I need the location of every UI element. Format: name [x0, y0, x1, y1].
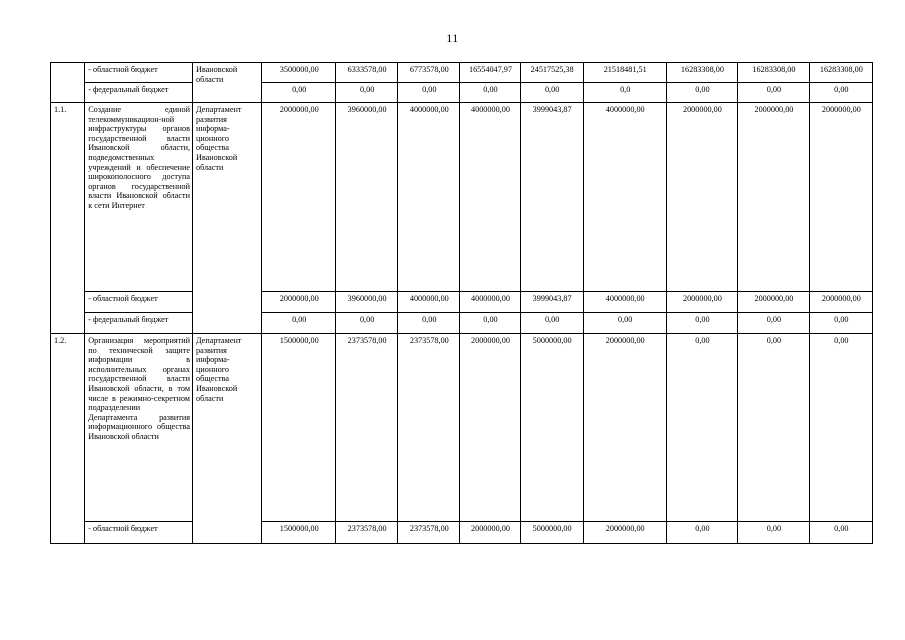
value-cell: 2000000,00	[809, 292, 872, 313]
value-cell: 2000000,00	[460, 522, 520, 544]
value-cell: 2000000,00	[666, 292, 738, 313]
value-cell: 5000000,00	[520, 334, 583, 522]
row-number-cell	[51, 63, 85, 103]
value-cell: 16283308,00	[738, 63, 810, 83]
section-number: 1.1.	[51, 103, 85, 334]
value-cell: 2373578,00	[398, 334, 460, 522]
value-cell: 0,00	[666, 334, 738, 522]
value-cell: 0,00	[809, 313, 872, 334]
value-cell: 4000000,00	[398, 103, 460, 292]
value-cell: 0,00	[809, 522, 872, 544]
value-cell: 0,0	[583, 83, 666, 103]
value-cell: 0,00	[520, 313, 583, 334]
responsible-cell: Департамент развития информа-ционного общества Ивановской области	[193, 103, 262, 334]
funding-label: - федеральный бюджет	[85, 313, 193, 334]
value-cell: 4000000,00	[460, 103, 520, 292]
table-row	[51, 334, 873, 522]
value-cell: 0,00	[336, 83, 398, 103]
value-cell: 16283308,00	[809, 63, 872, 83]
value-cell: 3960000,00	[336, 103, 398, 292]
value-cell: 6333578,00	[336, 63, 398, 83]
value-cell: 0,00	[460, 83, 520, 103]
value-cell: 16554047,97	[460, 63, 520, 83]
value-cell: 0,00	[666, 522, 738, 544]
table-row	[51, 292, 873, 313]
section-name: Создание единой телекоммуникацион-ной инфраструктуры органов государственной власти Ивановской области, подведомственных учреждений и обеспечение широкополосного доступа органов государственной власти Ивановской области к сети Интернет	[85, 103, 193, 292]
value-cell: 0,00	[809, 83, 872, 103]
value-cell: 2373578,00	[336, 522, 398, 544]
value-cell: 0,00	[809, 334, 872, 522]
value-cell: 2000000,00	[262, 292, 336, 313]
section-name: Организация мероприятий по технической защите информации в исполнительных органах государственной власти Ивановской области, в том числе в режимно-секретном подразделении Департамента развития информационного общества Ивановской области	[85, 334, 193, 522]
funding-label: - областной бюджет	[85, 522, 193, 544]
value-cell: 2000000,00	[738, 292, 810, 313]
value-cell: 0,00	[666, 313, 738, 334]
value-cell: 2000000,00	[666, 103, 738, 292]
value-cell: 4000000,00	[583, 292, 666, 313]
value-cell: 1500000,00	[262, 522, 336, 544]
value-cell: 0,00	[666, 83, 738, 103]
value-cell: 0,00	[583, 313, 666, 334]
value-cell: 3999043,87	[520, 103, 583, 292]
responsible-cell: Ивановской области	[193, 63, 262, 103]
value-cell: 0,00	[398, 83, 460, 103]
value-cell: 1500000,00	[262, 334, 336, 522]
value-cell: 0,00	[460, 313, 520, 334]
table-row	[51, 522, 873, 544]
funding-label: - федеральный бюджет	[85, 83, 193, 103]
value-cell: 0,00	[520, 83, 583, 103]
value-cell: 2000000,00	[809, 103, 872, 292]
value-cell: 4000000,00	[583, 103, 666, 292]
value-cell: 2000000,00	[738, 103, 810, 292]
value-cell: 2373578,00	[398, 522, 460, 544]
value-cell: 5000000,00	[520, 522, 583, 544]
value-cell: 2000000,00	[460, 334, 520, 522]
funding-label: - областной бюджет	[85, 292, 193, 313]
table-row	[51, 83, 873, 103]
value-cell: 0,00	[262, 313, 336, 334]
table-row	[51, 63, 873, 83]
value-cell: 0,00	[738, 522, 810, 544]
value-cell: 0,00	[738, 313, 810, 334]
value-cell: 6773578,00	[398, 63, 460, 83]
value-cell: 16283308,00	[666, 63, 738, 83]
value-cell: 3500000,00	[262, 63, 336, 83]
table-row	[51, 103, 873, 292]
page-number: 11	[446, 31, 459, 45]
value-cell: 0,00	[738, 334, 810, 522]
value-cell: 3999043,87	[520, 292, 583, 313]
budget-table	[50, 62, 873, 544]
value-cell: 0,00	[336, 313, 398, 334]
table-row	[51, 313, 873, 334]
value-cell: 2000000,00	[262, 103, 336, 292]
value-cell: 0,00	[738, 83, 810, 103]
value-cell: 2000000,00	[583, 522, 666, 544]
value-cell: 4000000,00	[398, 292, 460, 313]
responsible-cell: Департамент развития информа-ционного общества Ивановской области	[193, 334, 262, 544]
value-cell: 0,00	[398, 313, 460, 334]
value-cell: 0,00	[262, 83, 336, 103]
value-cell: 2373578,00	[336, 334, 398, 522]
value-cell: 2000000,00	[583, 334, 666, 522]
funding-label: - областной бюджет	[85, 63, 193, 83]
value-cell: 4000000,00	[460, 292, 520, 313]
section-number: 1.2.	[51, 334, 85, 544]
value-cell: 3960000,00	[336, 292, 398, 313]
value-cell: 21518481,51	[583, 63, 666, 83]
value-cell: 24517525,38	[520, 63, 583, 83]
